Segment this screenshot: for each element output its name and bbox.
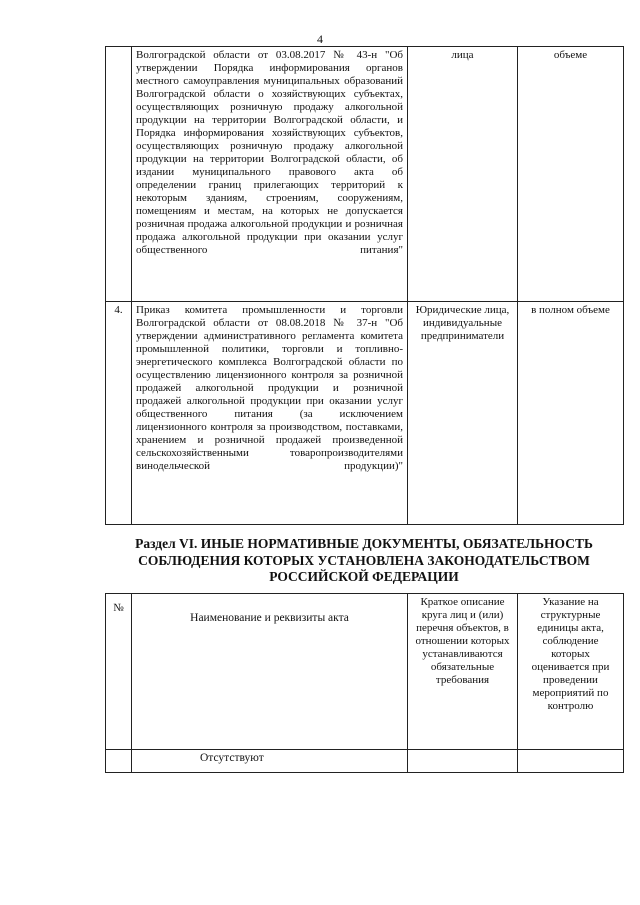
scope-cell: [518, 750, 624, 773]
persons-cell: Юридические лица, индивидуальные предприниматели: [408, 302, 518, 525]
section-heading: Раздел VI. ИНЫЕ НОРМАТИВНЫЕ ДОКУМЕНТЫ, ОБЯЗАТЕЛЬНОСТЬ СОБЛЮДЕНИЯ КОТОРЫХ УСТАНОВЛЕНА ЗАКОНОДАТЕЛЬСТВОМ РОССИЙСКОЙ ФЕДЕРАЦИИ: [135, 536, 593, 584]
acts-table-continued: [105, 46, 624, 525]
header-number: №: [106, 594, 132, 750]
act-name-cell: Волгоградской области от 03.08.2017 № 43-н "Об утверждении Порядка информирования органов местного самоуправления муниципальных образований Волгоградской области о хозяйствующих субъектах, осуществляющих розничную продажу алкогольной продукции на территории Волгоградской области, и Порядка информирования хозяйствующих субъектов, осуществляющих розничную продажу алкогольной продукции на территории Волгоградской области, об издании муниципального правового акта об определении границ прилегающих территорий к некоторым зданиям, строениям, сооружениям, помещениям и местам, на которых не допускается розничная продажа алкогольной продукции и розничная продажа алкогольной продукции при оказании услуг общественного питания": [132, 47, 408, 302]
act-name-cell: Приказ комитета промышленности и торговли Волгоградской области от 08.08.2018 № 37-н "Об утверждении административного регламента комитета промышленной политики, торговли и топливно-энергетического комплекса Волгоградской области по осуществлению лицензионного контроля за розничной продажей алкогольной продукции и розничной продажей алкогольной продукции при оказании услуг общественного питания (за исключением лицензионного контроля за производством, поставками, хранением и розничной продажей произведенной сельскохозяйственными товаропроизводителями винодельческой продукции)": [132, 302, 408, 525]
row-number: 4.: [106, 302, 132, 525]
row-number: [106, 750, 132, 773]
scope-cell: объеме: [518, 47, 624, 302]
table-header-row: [106, 594, 624, 750]
header-scope: Указание на структурные единицы акта, соблюдение которых оценивается при проведении мероприятий по контролю: [518, 594, 624, 750]
persons-cell: [408, 750, 518, 773]
act-name-cell: Отсутствуют: [132, 750, 408, 773]
table-row: [106, 750, 624, 773]
page-number: 4: [317, 32, 323, 46]
row-number: [106, 47, 132, 302]
header-act-name: Наименование и реквизиты акта: [132, 594, 408, 750]
other-documents-table: [105, 593, 624, 773]
table-row: [106, 302, 624, 525]
table-row: [106, 47, 624, 302]
header-persons: Краткое описание круга лиц и (или) перечня объектов, в отношении которых устанавливаются обязательные требования: [408, 594, 518, 750]
scope-cell: в полном объеме: [518, 302, 624, 525]
persons-cell: лица: [408, 47, 518, 302]
